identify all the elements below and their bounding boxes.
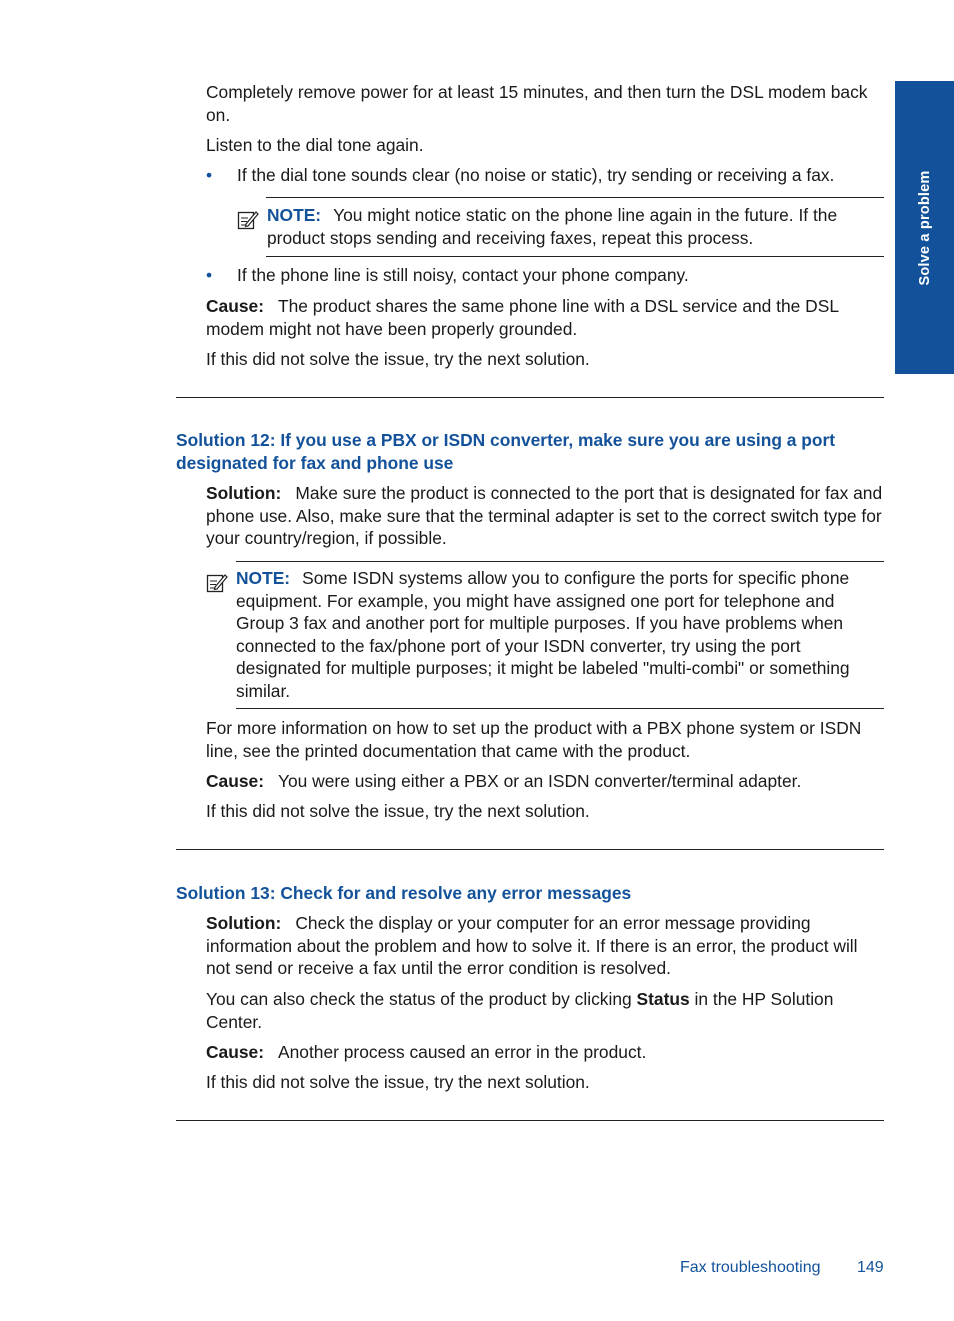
section-divider bbox=[176, 1120, 884, 1121]
footer-section-label: Fax troubleshooting bbox=[680, 1259, 821, 1276]
paragraph-remove-power: Completely remove power for at least 15 minutes, and then turn the DSL modem back on. bbox=[206, 82, 868, 125]
cause-label: Cause: bbox=[206, 771, 264, 791]
more-info-paragraph: For more information on how to set up the product with a PBX phone system or ISDN line, see the printed documentation that came with the product. bbox=[206, 718, 862, 761]
note-divider-bottom bbox=[236, 708, 884, 709]
page-number: 149 bbox=[857, 1259, 884, 1276]
note-divider-top bbox=[236, 561, 884, 562]
side-tab-label: Solve a problem bbox=[916, 169, 933, 286]
cause-label: Cause: bbox=[206, 296, 264, 316]
bullet-icon: • bbox=[206, 265, 213, 285]
cause-paragraph: Cause: Another process caused an error in the product. bbox=[206, 1042, 647, 1062]
solution-label: Solution: bbox=[206, 483, 282, 503]
note-text: You might notice static on the phone line again in the future. If the product stops sending and receiving faxes, repeat this process. bbox=[267, 205, 838, 248]
bullet-icon: • bbox=[206, 165, 213, 185]
status-paragraph: You can also check the status of the product by clicking Status in the HP Solution Center. bbox=[206, 989, 834, 1032]
cause-paragraph: Cause: The product shares the same phone line with a DSL service and the DSL modem might not have been properly grounded. bbox=[206, 296, 839, 339]
status-keyword: Status bbox=[636, 989, 690, 1009]
paragraph-listen: Listen to the dial tone again. bbox=[206, 135, 424, 155]
solution-13-heading: Solution 13: Check for and resolve any error messages bbox=[176, 883, 632, 903]
side-tab bbox=[895, 81, 954, 374]
cause-label: Cause: bbox=[206, 1042, 264, 1062]
note-divider-top bbox=[266, 197, 884, 198]
note-label: NOTE: bbox=[236, 568, 291, 588]
note-label: NOTE: bbox=[267, 205, 322, 225]
section-divider bbox=[176, 849, 884, 850]
note-divider-bottom bbox=[266, 256, 884, 257]
note-text: Some ISDN systems allow you to configure the ports for specific phone equipment. For example, you might have assigned one port for telephone and Group 3 fax and another port for multiple purposes. If you have problems when connected to the fax/phone port of your ISDN converter, try using the port designated for multiple purposes; it might be labeled "multi-combi" or something similar. bbox=[236, 568, 850, 701]
next-solution-text: If this did not solve the issue, try the next solution. bbox=[206, 1072, 590, 1092]
solution-12-heading: Solution 12: If you use a PBX or ISDN converter, make sure you are using a port designated for fax and phone use bbox=[176, 430, 836, 473]
solution-paragraph: Solution: Make sure the product is connected to the port that is designated for fax and phone use. Also, make sure that the terminal adapter is set to the correct switch type for your country/region, if possible. bbox=[206, 483, 883, 548]
note-icon bbox=[237, 209, 259, 231]
next-solution-text: If this did not solve the issue, try the next solution. bbox=[206, 801, 590, 821]
solution-label: Solution: bbox=[206, 913, 282, 933]
cause-paragraph: Cause: You were using either a PBX or an ISDN converter/terminal adapter. bbox=[206, 771, 802, 791]
section-divider bbox=[176, 397, 884, 398]
note-icon bbox=[206, 572, 228, 594]
solution-paragraph: Solution: Check the display or your computer for an error message providing information about the problem and how to solve it. If there is an error, the product will not send or receive a fax until the error condition is resolved. bbox=[206, 913, 858, 978]
next-solution-text: If this did not solve the issue, try the next solution. bbox=[206, 349, 590, 369]
